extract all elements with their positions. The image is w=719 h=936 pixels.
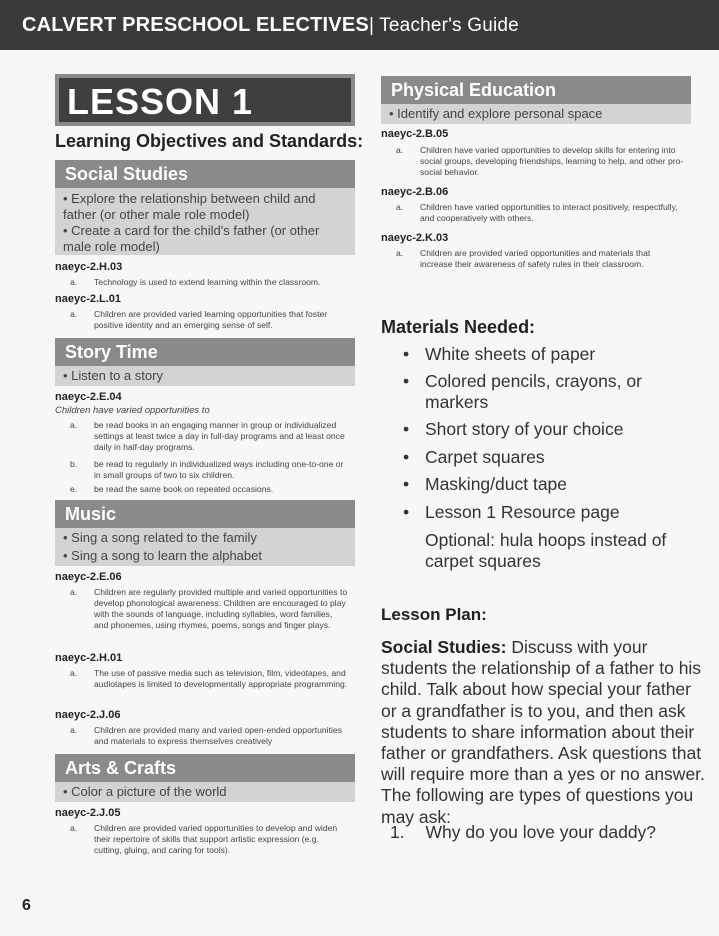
standard-code: naeyc-2.B.06	[381, 186, 449, 198]
lesson-plan-heading: Lesson Plan:	[381, 605, 487, 624]
physical-education-bullets	[381, 104, 691, 124]
list-item: • Listen to a story	[63, 368, 163, 383]
arts-crafts-bullets	[55, 782, 355, 802]
social-studies-heading: Social Studies	[55, 160, 355, 188]
standard-code: naeyc-2.H.03	[55, 261, 123, 273]
physical-education-heading: Physical Education	[381, 76, 691, 104]
story-time-bullets	[55, 366, 355, 386]
standard-code: naeyc-2.E.06	[55, 571, 122, 583]
materials-heading: Materials Needed:	[381, 317, 536, 337]
social-studies-bullets	[55, 188, 355, 255]
lesson-title-box	[55, 74, 355, 126]
header-guide: Teacher's Guide	[374, 15, 519, 36]
list-item: • Explore the relationship between child and father (or other male role model)	[63, 191, 316, 222]
page-header	[0, 0, 719, 50]
page-number: 6	[22, 897, 31, 914]
list-item: • Sing a song to learn the alphabet	[63, 548, 262, 563]
story-time-heading: Story Time	[55, 338, 355, 366]
standard-code: naeyc-2.B.05	[381, 128, 449, 140]
standard-code: naeyc-2.E.04	[55, 391, 122, 403]
standard-code: naeyc-2.J.06	[55, 709, 121, 721]
lesson-plan-paragraph: Social Studies: Discuss with your students the relationship of a father to his child. Talk about how special your father or a grandfather is to you, and then ask students to share information about their father or grandfathers. Ask questions that will require more than a yes or no answer. The following are types of questions you may ask:	[381, 637, 705, 827]
header-title	[22, 14, 519, 37]
objectives-heading: Learning Objectives and Standards:	[55, 131, 364, 151]
standard-code: naeyc-2.J.05	[55, 807, 121, 819]
arts-crafts-heading: Arts & Crafts	[55, 754, 355, 782]
header-series: CALVERT PRESCHOOL ELECTIVES	[22, 14, 369, 36]
music-bullets	[55, 528, 355, 566]
list-item: • Create a card for the child's father (or other male role model)	[63, 223, 320, 254]
list-item: • Identify and explore personal space	[389, 106, 603, 121]
list-item: • Color a picture of the world	[63, 784, 227, 799]
standard-code: naeyc-2.K.03	[381, 232, 449, 244]
header-separator: |	[368, 15, 375, 36]
standard-code: naeyc-2.L.01	[55, 293, 122, 305]
lesson-title: LESSON 1	[67, 81, 254, 122]
question-item: 1. Why do you love your daddy?	[390, 822, 657, 842]
standard-code: naeyc-2.H.01	[55, 652, 123, 664]
music-heading: Music	[55, 500, 355, 528]
list-item: • Sing a song related to the family	[63, 530, 257, 545]
standard-note: Children have varied opportunities to	[55, 405, 210, 416]
lesson-plan-subject: Social Studies:	[381, 637, 507, 657]
